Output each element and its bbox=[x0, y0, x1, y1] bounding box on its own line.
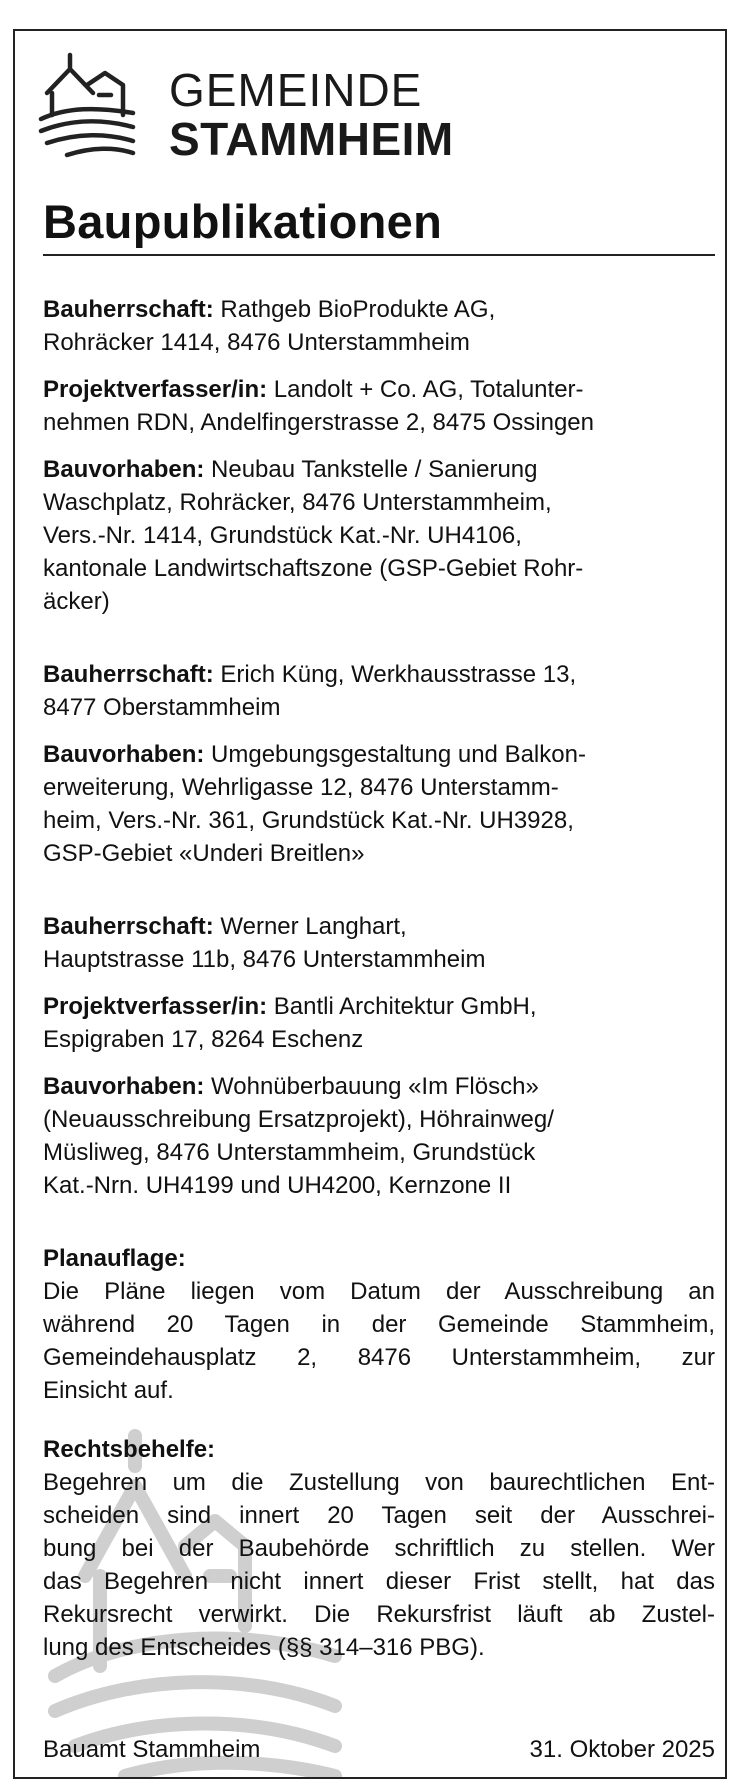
text-line: Erich Küng, Werkhausstrasse 13, bbox=[220, 661, 577, 688]
publication-body bbox=[43, 293, 715, 1678]
text-line: kantonale Landwirtschaftszone (GSP-Gebiet Rohr- bbox=[43, 555, 584, 582]
text-line: Wohnüberbauung «Im Flösch» bbox=[211, 1073, 539, 1100]
text-line: äcker) bbox=[43, 588, 110, 615]
planner-paragraph bbox=[43, 990, 715, 1056]
section-spacer bbox=[43, 1421, 715, 1433]
project-paragraph bbox=[43, 738, 715, 870]
text-line: bung bei der Baubehörde schriftlich zu stellen. Wer bbox=[43, 1535, 715, 1562]
section-spacer bbox=[43, 1216, 715, 1242]
text-line: Vers.-Nr. 1414, Grundstück Kat.-Nr. UH4106, bbox=[43, 522, 522, 549]
plan-display-title: Planauflage: bbox=[43, 1245, 186, 1272]
text-line: Waschplatz, Rohräcker, 8476 Unterstammheim, bbox=[43, 489, 552, 516]
text-line: nehmen RDN, Andelfingerstrasse 2, 8475 Ossingen bbox=[43, 409, 594, 436]
logo-line-gemeinde: GEMEINDE bbox=[169, 64, 423, 116]
text-line: 8477 Oberstammheim bbox=[43, 694, 281, 721]
text-line: (Neuausschreibung Ersatzprojekt), Höhrainweg/ bbox=[43, 1106, 554, 1133]
project-label: Bauvorhaben: bbox=[43, 741, 205, 768]
applicant-label: Bauherrschaft: bbox=[43, 913, 214, 940]
publication-entry bbox=[43, 658, 715, 870]
text-line: Bantli Architektur GmbH, bbox=[273, 993, 537, 1020]
project-paragraph bbox=[43, 1070, 715, 1202]
plan-display-section bbox=[43, 1242, 715, 1407]
text-line: Rohräcker 1414, 8476 Unterstammheim bbox=[43, 329, 470, 356]
text-line: GSP-Gebiet «Underi Breitlen» bbox=[43, 840, 365, 867]
text-line: Gemeindehausplatz 2, 8476 Unterstammheim, zur bbox=[43, 1344, 715, 1371]
publication-entry bbox=[43, 293, 715, 618]
logo-line-stammheim: STAMMHEIM bbox=[169, 113, 454, 165]
publication-entry bbox=[43, 910, 715, 1202]
planner-label: Projektverfasser/in: bbox=[43, 993, 268, 1020]
text-line: Kat.-Nrn. UH4199 und UH4200, Kernzone II bbox=[43, 1172, 512, 1199]
text-line: während 20 Tagen in der Gemeinde Stammheim, bbox=[43, 1311, 715, 1338]
municipality-logo-text bbox=[169, 64, 454, 165]
section-spacer bbox=[43, 884, 715, 910]
text-line: Hauptstrasse 11b, 8476 Unterstammheim bbox=[43, 946, 486, 973]
text-line: Rekursrecht verwirkt. Die Rekursfrist läuft ab Zustel- bbox=[43, 1601, 715, 1628]
applicant-paragraph bbox=[43, 293, 715, 359]
village-emblem-icon bbox=[37, 49, 137, 159]
legal-remedies-section bbox=[43, 1433, 715, 1664]
title-divider bbox=[43, 254, 715, 256]
text-line: lung des Entscheides (§§ 314–316 PBG). bbox=[43, 1634, 485, 1661]
text-line: Werner Langhart, bbox=[220, 913, 407, 940]
issuer-name: Bauamt Stammheim bbox=[43, 1736, 261, 1763]
text-line: heim, Vers.-Nr. 361, Grundstück Kat.-Nr. UH3928, bbox=[43, 807, 574, 834]
text-line: Rathgeb BioProdukte AG, bbox=[220, 296, 496, 323]
planner-label: Projektverfasser/in: bbox=[43, 376, 268, 403]
project-label: Bauvorhaben: bbox=[43, 456, 205, 483]
publication-date: 31. Oktober 2025 bbox=[529, 1736, 715, 1763]
text-line: Müsliweg, 8476 Unterstammheim, Grundstück bbox=[43, 1139, 536, 1166]
text-line: Die Pläne liegen vom Datum der Ausschreibung an bbox=[43, 1278, 715, 1305]
text-line: Neubau Tankstelle / Sanierung bbox=[211, 456, 538, 483]
page-title: Baupublikationen bbox=[43, 195, 443, 248]
planner-paragraph bbox=[43, 373, 715, 439]
publication-frame bbox=[13, 29, 727, 1779]
applicant-paragraph bbox=[43, 910, 715, 976]
section-spacer bbox=[43, 632, 715, 658]
text-line: scheiden sind innert 20 Tagen seit der Ausschrei- bbox=[43, 1502, 715, 1529]
text-line: Landolt + Co. AG, Totalunter- bbox=[273, 376, 584, 403]
project-label: Bauvorhaben: bbox=[43, 1073, 205, 1100]
text-line: Espigraben 17, 8264 Eschenz bbox=[43, 1026, 364, 1053]
applicant-label: Bauherrschaft: bbox=[43, 661, 214, 688]
project-paragraph bbox=[43, 453, 715, 618]
applicant-label: Bauherrschaft: bbox=[43, 296, 214, 323]
text-line: das Begehren nicht innert dieser Frist stellt, hat das bbox=[43, 1568, 715, 1595]
legal-remedies-title: Rechtsbehelfe: bbox=[43, 1436, 216, 1463]
applicant-paragraph bbox=[43, 658, 715, 724]
text-line: erweiterung, Wehrligasse 12, 8476 Unterstamm- bbox=[43, 774, 559, 801]
text-line: Einsicht auf. bbox=[43, 1377, 174, 1404]
text-line: Begehren um die Zustellung von baurechtlichen Ent- bbox=[43, 1469, 715, 1496]
text-line: Umgebungsgestaltung und Balkon- bbox=[211, 741, 586, 768]
